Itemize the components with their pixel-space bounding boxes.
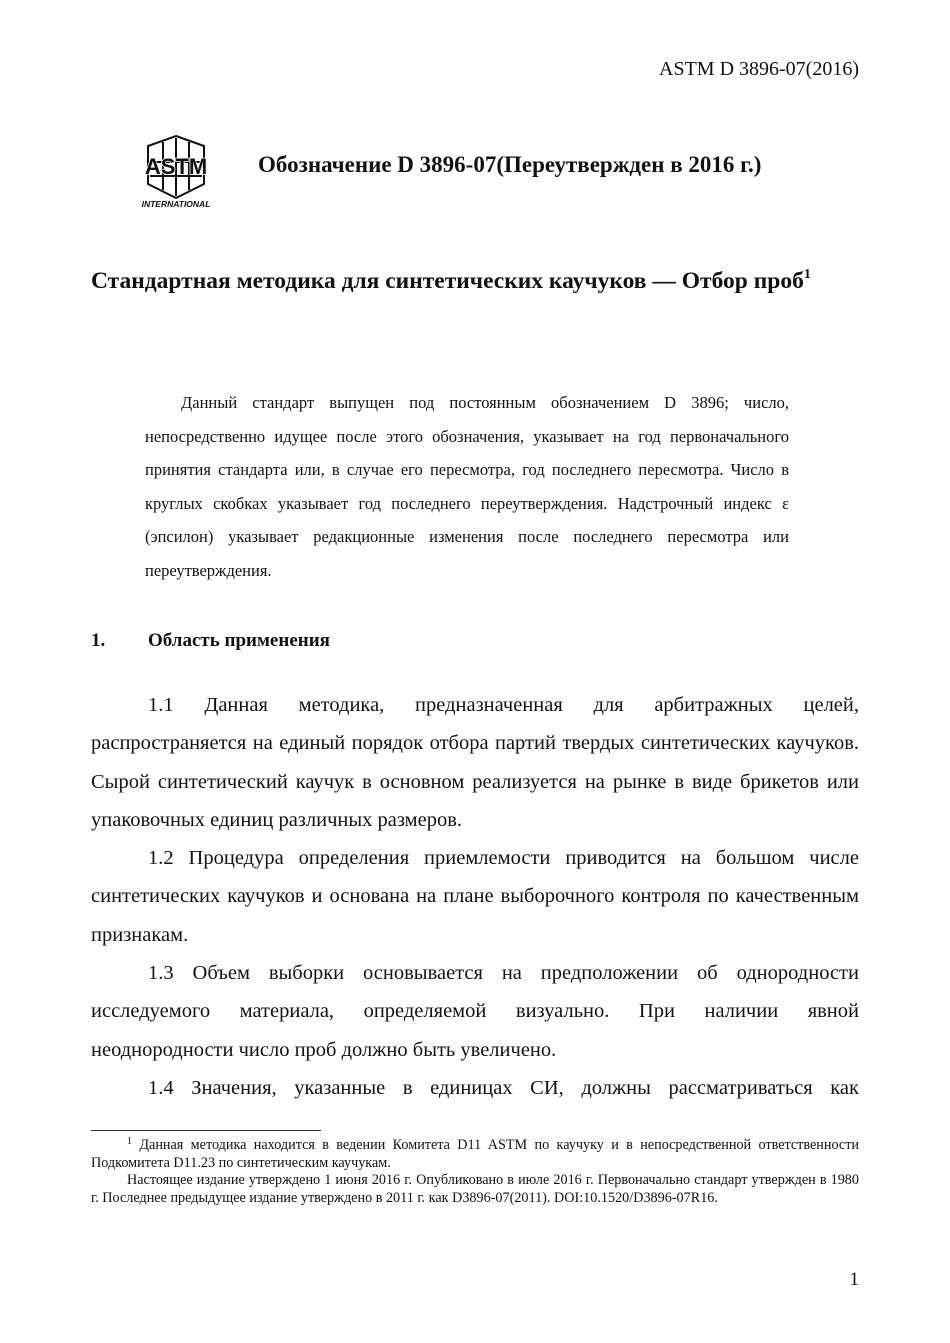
footnotes xyxy=(91,1137,859,1207)
designation-title: Обозначение D 3896-07(Переутвержден в 2016 г.) xyxy=(258,152,762,177)
paragraph-1-1: 1.1 Данная методика, предназначенная для арбитражных целей, распространяется на единый порядок отбора партий твердых синтетических каучуков. Сырой синтетический каучук в основном реализуется на рынке в виде брикетов или упаковочных единиц различных размеров. xyxy=(91,694,859,831)
footnote-1-text: Данная методика находится в ведении Комитета D11 ASTM по каучуку и в непосредственной ответственности Подкомитета D11.23 по синтетическим каучукам. xyxy=(91,1137,860,1171)
paragraph-1-3: 1.3 Объем выборки основывается на предположении об однородности исследуемого материала, определяемой визуально. При наличии явной неоднородности число проб должно быть увеличено. xyxy=(91,962,859,1061)
paragraph-1-4: 1.4 Значения, указанные в единицах СИ, должны рассматриваться как xyxy=(148,1076,859,1099)
footnote-divider xyxy=(91,1130,321,1131)
footnote-2: Настоящее издание утверждено 1 июня 2016 г. Опубликовано в июле 2016 г. Первоначально стандарт утвержден в 1980 г. Последнее предыдущее издание утверждено в 2011 г. как D3896-07(2011). DOI:10.1520/D3896-07R16. xyxy=(91,1172,859,1206)
preface-note: Данный стандарт выпущен под постоянным обозначением D 3896; число, непосредственно идущее после этого обозначения, указывает на год первоначального принятия стандарта или, в случае его пересмотра, год последнего пересмотра. Число в круглых скобках указывает год последнего переутверждения. Надстрочный индекс ε (эпсилон) указывает редакционные изменения после последнего пересмотра или переутверждения. xyxy=(145,393,789,580)
document-title xyxy=(91,262,859,300)
logo-text: ASTM xyxy=(144,154,208,179)
section-body xyxy=(91,686,859,1107)
page-number: 1 xyxy=(849,1269,859,1290)
footnote-mark: 1 xyxy=(127,1136,132,1147)
section-heading-text: Область применения xyxy=(148,630,330,651)
section-number: 1. xyxy=(91,630,106,651)
title-text: Стандартная методика для синтетических каучуков — Отбор проб xyxy=(91,268,804,294)
footnote-1 xyxy=(91,1137,859,1172)
standard-reference: ASTM D 3896-07(2016) xyxy=(659,58,859,80)
section-heading xyxy=(91,630,330,652)
title-footnote-mark[interactable]: 1 xyxy=(803,267,811,282)
logo-subtext: INTERNATIONAL xyxy=(141,199,211,208)
astm-logo-icon xyxy=(136,132,216,208)
paragraph-1-2: 1.2 Процедура определения приемлемости приводится на большом числе синтетических каучуков и основана на плане выборочного контроля по качественным признакам. xyxy=(91,847,859,946)
